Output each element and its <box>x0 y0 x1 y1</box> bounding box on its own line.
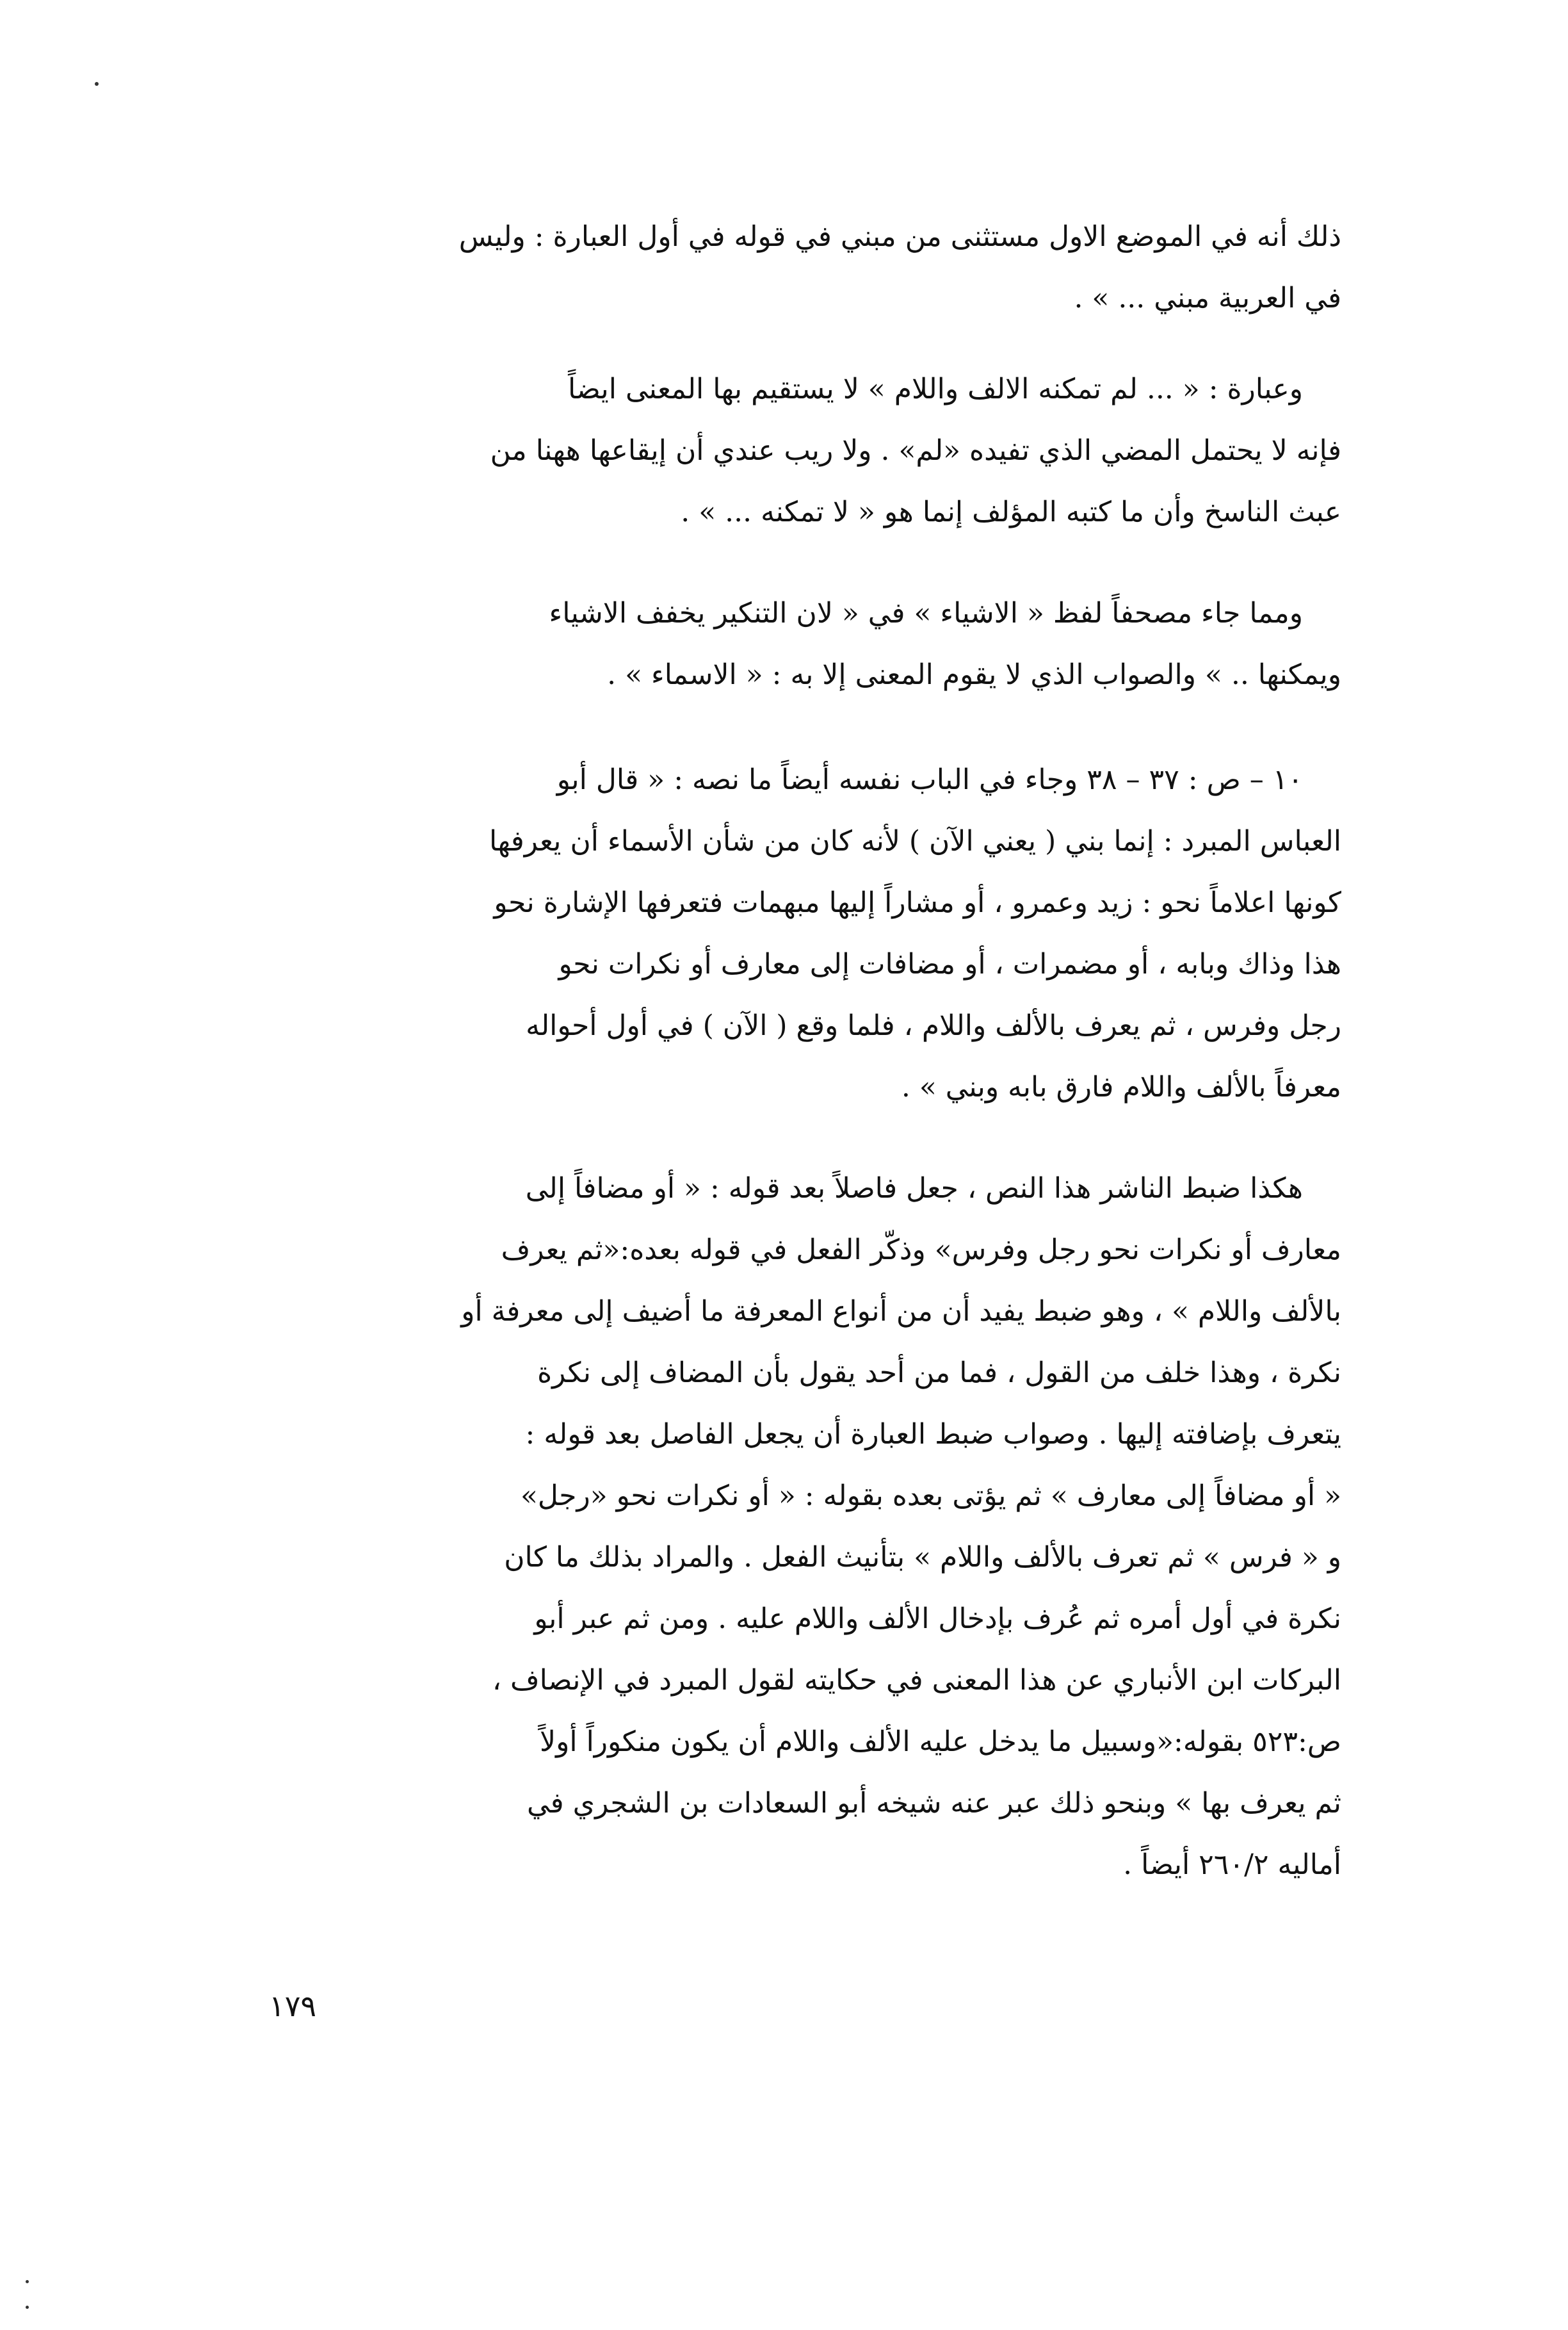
text-line: معرفاً بالألف واللام فارق بابه وبني » . <box>901 1071 1341 1104</box>
text-line: وعبارة : « ... لم تمكنه الالف واللام » لا يستقيم بها المعنى ايضاً <box>567 373 1303 405</box>
text-line: العباس المبرد : إنما بني ( يعني الآن ) لأنه كان من شأن الأسماء أن يعرفها <box>489 825 1341 858</box>
scan-speck <box>26 2306 29 2309</box>
text-line: هكذا ضبط الناشر هذا النص ، جعل فاصلاً بعد قوله : « أو مضافاً إلى <box>525 1172 1303 1205</box>
text-line: ويمكنها .. » والصواب الذي لا يقوم المعنى إلا به : « الاسماء » . <box>607 658 1341 691</box>
text-line: ذلك أنه في الموضع الاول مستثنى من مبني في قوله في أول العبارة : وليس <box>458 220 1341 253</box>
text-line: ومما جاء مصحفاً لفظ « الاشياء » في « لان التنكير يخفف الاشياء <box>549 597 1303 630</box>
text-line: نكرة في أول أمره ثم عُرف بإدخال الألف واللام عليه . ومن ثم عبر أبو <box>534 1602 1341 1635</box>
paragraph-5 <box>253 1158 1341 1896</box>
text-line: في العربية مبني ... » . <box>1074 282 1341 314</box>
text-line: كونها اعلاماً نحو : زيد وعمرو ، أو مشاراً إليها مبهمات فتعرفها الإشارة نحو <box>494 886 1341 919</box>
text-line: رجل وفرس ، ثم يعرف بالألف واللام ، فلما وقع ( الآن ) في أول أحواله <box>526 1009 1341 1042</box>
text-line: يتعرف بإضافته إليها . وصواب ضبط العبارة أن يجعل الفاصل بعد قوله : <box>525 1418 1341 1451</box>
paragraph-3 <box>253 583 1341 706</box>
text-line: ثم يعرف بها » وبنحو ذلك عبر عنه شيخه أبو السعادات بن الشجري في <box>526 1787 1341 1820</box>
text-line: هذا وذاك وبابه ، أو مضمرات ، أو مضافات إلى معارف أو نكرات نحو <box>558 948 1341 981</box>
text-line: أماليه ٢٦٠/٢ أيضاً . <box>1123 1848 1341 1881</box>
scan-speck <box>26 2280 29 2283</box>
text-line: فإنه لا يحتمل المضي الذي تفيده «لم» . ولا ريب عندي أن إيقاعها ههنا من <box>490 434 1341 467</box>
paragraph-1 <box>253 206 1341 329</box>
text-line: بالألف واللام » ، وهو ضبط يفيد أن من أنواع المعرفة ما أضيف إلى معرفة أو <box>461 1295 1341 1328</box>
paragraph-2 <box>253 359 1341 543</box>
text-line: « أو مضافاً إلى معارف » ثم يؤتى بعده بقوله : « أو نكرات نحو «رجل» <box>521 1479 1341 1512</box>
text-line: نكرة ، وهذا خلف من القول ، فما من أحد يقول بأن المضاف إلى نكرة <box>537 1356 1341 1389</box>
text-line: البركات ابن الأنباري عن هذا المعنى في حكايته لقول المبرد في الإنصاف ، <box>492 1664 1341 1697</box>
text-line: و « فرس » ثم تعرف بالألف واللام » بتأنيث الفعل . والمراد بذلك ما كان <box>504 1541 1341 1574</box>
page-number: ١٧٩ <box>269 1989 317 2023</box>
text-line: معارف أو نكرات نحو رجل وفرس» وذكّر الفعل في قوله بعده:«ثم يعرف <box>501 1234 1341 1266</box>
text-line: ص:٥٢٣ بقوله:«وسبيل ما يدخل عليه الألف واللام أن يكون منكوراً أولاً <box>540 1725 1341 1758</box>
text-line: عبث الناسخ وأن ما كتبه المؤلف إنما هو « لا تمكنه ... » . <box>681 496 1341 528</box>
text-line: ١٠ – ص : ٣٧ – ٣٨ وجاء في الباب نفسه أيضاً ما نصه : « قال أبو <box>556 763 1303 796</box>
paragraph-4 <box>253 749 1341 1118</box>
scan-speck <box>95 82 99 86</box>
